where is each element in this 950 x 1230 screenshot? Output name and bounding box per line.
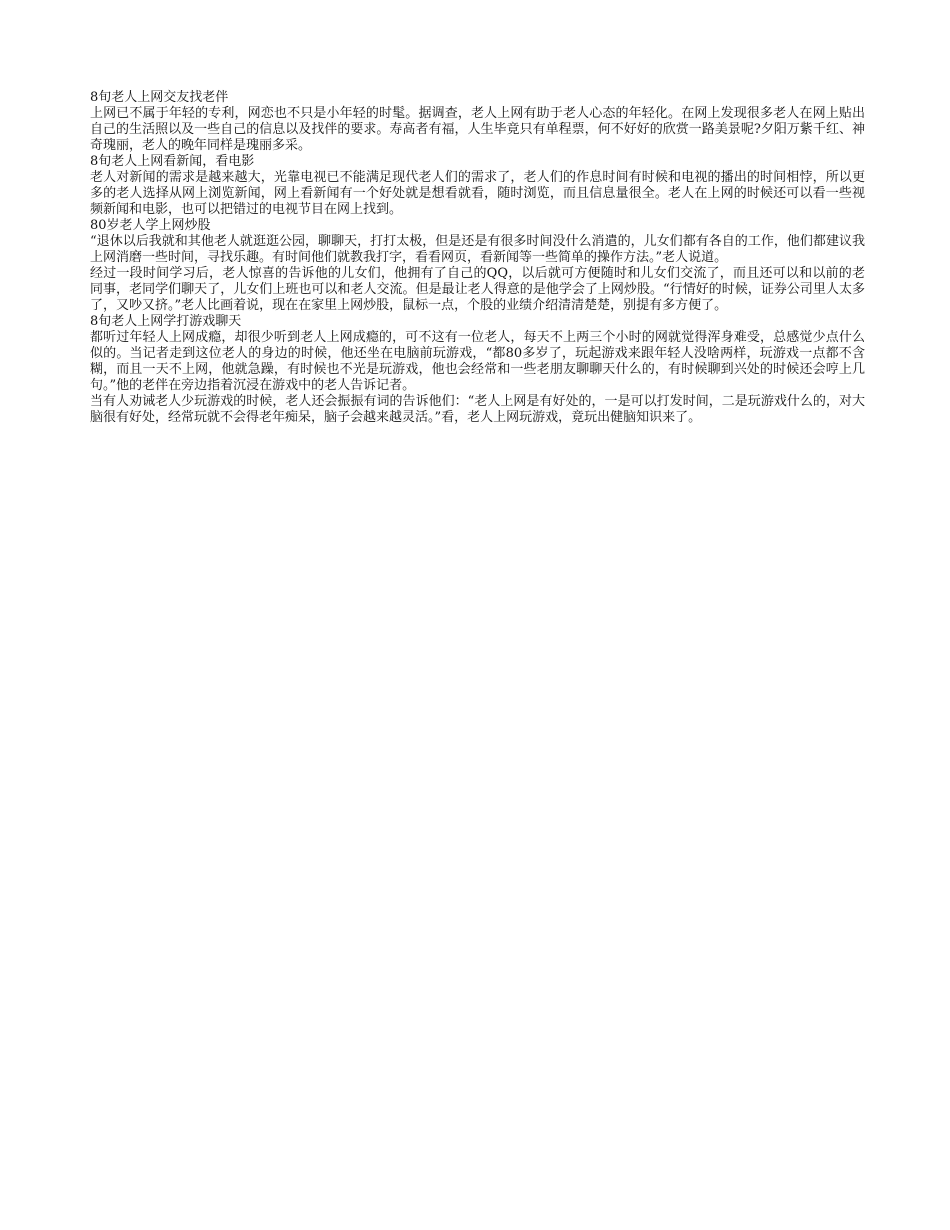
section-dating: [90, 90, 865, 154]
document-body: [90, 90, 865, 426]
section-games: [90, 314, 865, 426]
section-heading: 8旬老人上网学打游戏聊天: [90, 314, 242, 329]
section-paragraph: 老人对新闻的需求是越来越大，光靠电视已不能满足现代老人们的需求了，老人们的作息时间有时候和电视的播出的时间相悖，所以更多的老人选择从网上浏览新闻，网上看新闻有一个好处就是想看就看，随时浏览，而且信息量很全。老人在上网的时候还可以看一些视频新闻和电影，也可以把错过的电视节目在网上找到。: [90, 170, 865, 217]
section-stocks: [90, 218, 865, 314]
section-heading: 80岁老人学上网炒股: [90, 218, 211, 233]
section-paragraph: 经过一段时间学习后，老人惊喜的告诉他的儿女们，他拥有了自己的QQ，以后就可方便随时和儿女们交流了，而且还可以和以前的老同事，老同学们聊天了，儿女们上班也可以和老人交流。但是最让老人得意的是他学会了上网炒股。“行情好的时候，证券公司里人太多了，又吵又挤。”老人比画着说，现在在家里上网炒股，鼠标一点，个股的业绩介绍清清楚楚，别提有多方便了。: [90, 266, 865, 313]
section-paragraph: 都听过年轻人上网成瘾，却很少听到老人上网成瘾的，可不这有一位老人，每天不上两三个小时的网就觉得浑身难受，总感觉少点什么似的。当记者走到这位老人的身边的时候，他还坐在电脑前玩游戏，“都80多岁了，玩起游戏来跟年轻人没啥两样，玩游戏一点都不含糊，而且一天不上网，他就急躁，有时候也不光是玩游戏，他也会经常和一些老朋友聊聊天什么的，有时候聊到兴处的时候还会哼上几句。”他的老伴在旁边指着沉浸在游戏中的老人告诉记者。: [90, 330, 865, 393]
section-paragraph: 当有人劝诫老人少玩游戏的时候，老人还会振振有词的告诉他们：“老人上网是有好处的，一是可以打发时间，二是玩游戏什么的，对大脑很有好处，经常玩就不会得老年痴呆，脑子会越来越灵活。”看，老人上网玩游戏，竟玩出健脑知识来了。: [90, 394, 865, 425]
section-paragraph: 上网已不属于年轻的专利，网恋也不只是小年轻的时髦。据调查，老人上网有助于老人心态的年轻化。在网上发现很多老人在网上贴出自己的生活照以及一些自己的信息以及找伴的要求。寿高者有福，人生毕竟只有单程票，何不好好的欣赏一路美景呢?夕阳万紫千红、神奇瑰丽，老人的晚年同样是瑰丽多采。: [90, 106, 865, 153]
section-paragraph: “退休以后我就和其他老人就逛逛公园，聊聊天，打打太极，但是还是有很多时间没什么消遣的，儿女们都有各自的工作，他们都建议我上网消磨一些时间，寻找乐趣。有时间他们就教我打字，看看网页，看新闻等一些简单的操作方法。”老人说道。: [90, 234, 865, 265]
section-heading: 8旬老人上网看新闻，看电影: [90, 154, 255, 169]
section-heading: 8旬老人上网交友找老伴: [90, 90, 229, 105]
section-news: [90, 154, 865, 218]
